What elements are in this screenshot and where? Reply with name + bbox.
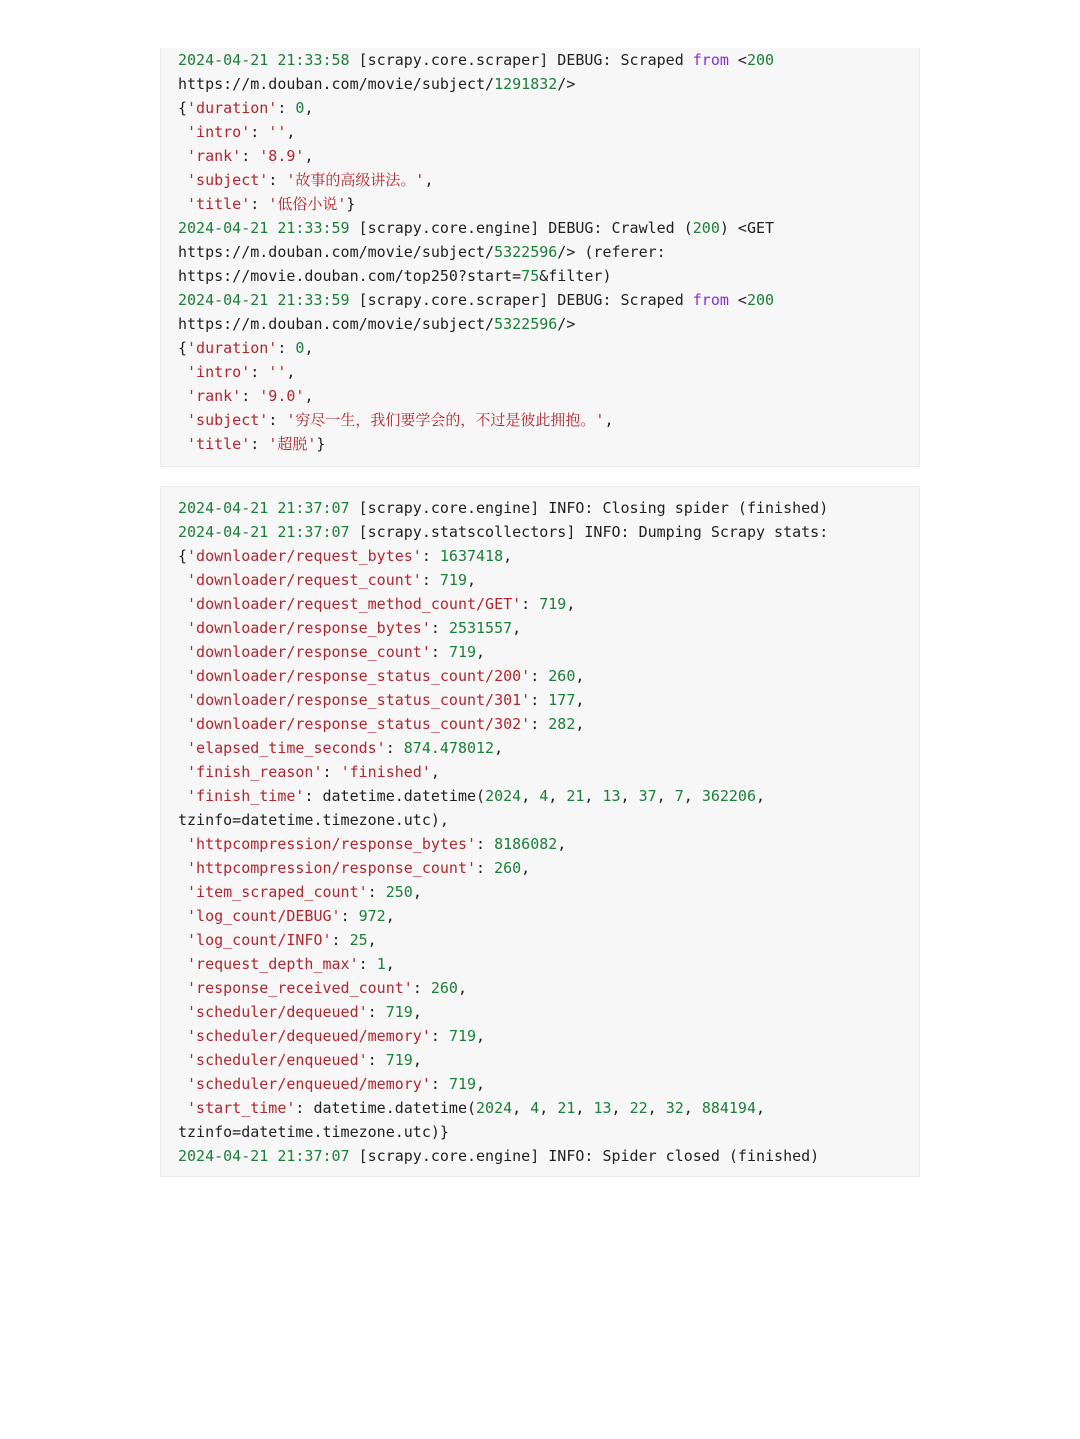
log-line: 2024-04-21 21:33:59 [scrapy.core.scraper] DEBUG: Scraped from <200 <box>178 291 775 309</box>
log-line: 'subject': '故事的高级讲法。', <box>187 171 434 189</box>
log-line: 'request_depth_max': 1, <box>187 955 395 973</box>
log-line: 'scheduler/enqueued/memory': 719, <box>187 1075 486 1093</box>
log-line: 'item_scraped_count': 250, <box>187 883 422 901</box>
log-line: 'downloader/request_count': 719, <box>187 571 477 589</box>
log-line: 'downloader/response_status_count/200': 260, <box>187 667 585 685</box>
log-line: 'elapsed_time_seconds': 874.478012, <box>187 739 504 757</box>
log-line: https://movie.douban.com/top250?start=75&filter) <box>178 267 612 285</box>
log-line: 'subject': '穷尽一生，我们要学会的，不过是彼此拥抱。', <box>187 411 614 429</box>
log-line: 2024-04-21 21:37:07 [scrapy.statscollectors] INFO: Dumping Scrapy stats: <box>178 523 829 541</box>
log-line: 'title': '低俗小说'} <box>187 195 356 213</box>
log-line: 2024-04-21 21:33:59 [scrapy.core.engine] DEBUG: Crawled (200) <GET <box>178 219 775 237</box>
log-line: 'rank': '8.9', <box>187 147 314 165</box>
log-line: 'scheduler/dequeued': 719, <box>187 1003 422 1021</box>
log-line: 'finish_reason': 'finished', <box>187 763 440 781</box>
log-line: 'log_count/INFO': 25, <box>187 931 377 949</box>
log-line: 'intro': '', <box>187 123 296 141</box>
log-line: 'rank': '9.0', <box>187 387 314 405</box>
log-line: 'scheduler/dequeued/memory': 719, <box>187 1027 486 1045</box>
log-line: 'scheduler/enqueued': 719, <box>187 1051 422 1069</box>
log-line: 'finish_time': datetime.datetime(2024, 4, 21, 13, 37, 7, 362206, <box>187 787 766 805</box>
log-output-block-1 <box>160 48 920 467</box>
log-line: 'intro': '', <box>187 363 296 381</box>
log-line: 'downloader/response_bytes': 2531557, <box>187 619 522 637</box>
log-line: 2024-04-21 21:37:07 [scrapy.core.engine] INFO: Spider closed (finished) <box>178 1147 820 1165</box>
log-text-2 <box>178 487 919 1168</box>
log-line: {'downloader/request_bytes': 1637418, <box>178 547 513 565</box>
log-line: {'duration': 0, <box>178 99 314 117</box>
log-line: 'httpcompression/response_bytes': 8186082, <box>187 835 567 853</box>
log-line: {'duration': 0, <box>178 339 314 357</box>
log-line: 'log_count/DEBUG': 972, <box>187 907 395 925</box>
log-line: 'downloader/response_status_count/301': 177, <box>187 691 585 709</box>
log-line: https://m.douban.com/movie/subject/5322596/> (referer: <box>178 243 666 261</box>
log-line: 2024-04-21 21:37:07 [scrapy.core.engine] INFO: Closing spider (finished) <box>178 499 829 517</box>
log-line: 'start_time': datetime.datetime(2024, 4, 21, 13, 22, 32, 884194, <box>187 1099 766 1117</box>
log-line: tzinfo=datetime.timezone.utc)} <box>178 1123 449 1141</box>
log-line: https://m.douban.com/movie/subject/5322596/> <box>178 315 576 333</box>
log-line: 'downloader/response_count': 719, <box>187 643 486 661</box>
log-line: 'response_received_count': 260, <box>187 979 467 997</box>
log-line: tzinfo=datetime.timezone.utc), <box>178 811 449 829</box>
log-line: 'downloader/request_method_count/GET': 719, <box>187 595 576 613</box>
log-line: 2024-04-21 21:33:58 [scrapy.core.scraper] DEBUG: Scraped from <200 <box>178 51 775 69</box>
log-output-block-2 <box>160 486 920 1177</box>
log-line: 'httpcompression/response_count': 260, <box>187 859 531 877</box>
log-line: https://m.douban.com/movie/subject/1291832/> <box>178 75 576 93</box>
log-line: 'downloader/response_status_count/302': 282, <box>187 715 585 733</box>
log-line: 'title': '超脱'} <box>187 435 326 453</box>
log-text-1 <box>178 48 919 456</box>
